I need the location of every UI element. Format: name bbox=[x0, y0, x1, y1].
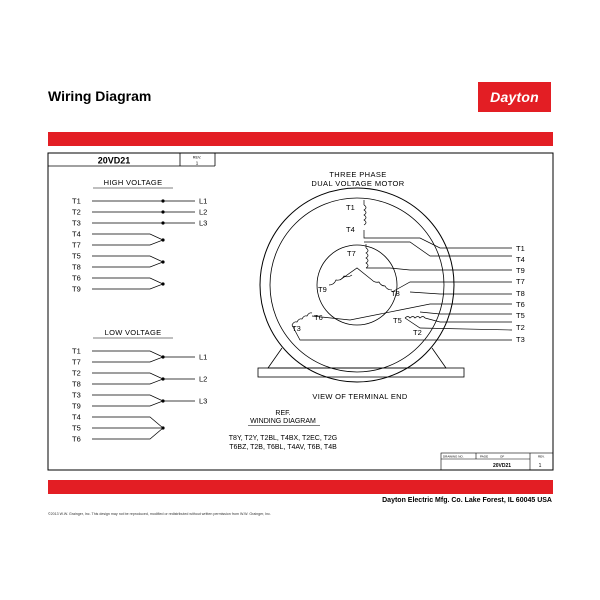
motor-title-line2: DUAL VOLTAGE MOTOR bbox=[311, 179, 405, 188]
hv-lead-label: T8 bbox=[72, 262, 81, 272]
motor-winding-label: T8 bbox=[391, 289, 400, 298]
low-voltage-wiring bbox=[92, 351, 195, 439]
footer-company: Dayton Electric Mfg. Co. Lake Forest, IL 60045 USA bbox=[382, 497, 552, 504]
motor-winding-label: T2 bbox=[413, 328, 422, 337]
motor-terminal-label: T9 bbox=[516, 266, 525, 275]
motor-windings bbox=[292, 200, 512, 340]
dayton-logo: Dayton bbox=[478, 82, 551, 112]
hv-lead-label: T7 bbox=[72, 240, 81, 250]
lv-lead-label: T7 bbox=[72, 357, 81, 367]
model-number: 20VD21 bbox=[97, 155, 131, 166]
hv-line-label: L3 bbox=[199, 218, 208, 228]
ref-label: REF. bbox=[275, 410, 291, 417]
page-label: PAGE bbox=[480, 454, 489, 459]
motor-terminal-label: T6 bbox=[516, 300, 525, 309]
high-voltage-junctions bbox=[161, 199, 164, 285]
motor-winding-label: T7 bbox=[347, 249, 356, 258]
view-label: VIEW OF TERMINAL END bbox=[312, 392, 408, 401]
motor-title-line1: THREE PHASE bbox=[329, 170, 387, 179]
motor-winding-label: T9 bbox=[318, 285, 327, 294]
low-voltage-junctions bbox=[161, 355, 164, 429]
hv-lead-label: T2 bbox=[72, 207, 81, 217]
hv-line-label: L1 bbox=[199, 196, 208, 206]
drawing-rev-value: 1 bbox=[538, 463, 542, 469]
rev-label: REV. bbox=[192, 155, 202, 160]
lv-lead-label: T2 bbox=[72, 368, 81, 378]
hv-lead-label: T9 bbox=[72, 284, 81, 294]
hv-lead-label: T1 bbox=[72, 196, 81, 206]
drawing-no-label: DRAWING NO. bbox=[443, 454, 464, 459]
lv-lead-label: T1 bbox=[72, 346, 81, 356]
lv-lead-label: T9 bbox=[72, 401, 81, 411]
motor-terminal-label: T2 bbox=[516, 323, 525, 332]
motor-terminal-label: T8 bbox=[516, 289, 525, 298]
lv-lead-label: T3 bbox=[72, 390, 81, 400]
lv-lead-label: T8 bbox=[72, 379, 81, 389]
drawing-number: 20VD21 bbox=[492, 463, 512, 469]
rev-value: 1 bbox=[195, 160, 199, 166]
lv-line-label: L2 bbox=[199, 374, 208, 384]
high-voltage-wiring bbox=[92, 201, 195, 289]
ref-codes-line2: T6BZ, T2B, T6BL, T4AV, T6B, T4B bbox=[229, 444, 337, 451]
motor-terminal-label: T1 bbox=[516, 244, 525, 253]
motor-terminal-label: T4 bbox=[516, 255, 525, 264]
hv-lead-label: T6 bbox=[72, 273, 81, 283]
motor-winding-label: T5 bbox=[393, 316, 402, 325]
motor-winding-label: T1 bbox=[346, 203, 355, 212]
lv-lead-label: T6 bbox=[72, 434, 81, 444]
motor-terminal-label: T5 bbox=[516, 311, 525, 320]
motor-terminal-label: T7 bbox=[516, 277, 525, 286]
high-voltage-leads bbox=[72, 197, 81, 294]
motor-housing bbox=[258, 188, 464, 382]
lv-line-label: L3 bbox=[199, 396, 208, 406]
lv-line-label: L1 bbox=[199, 352, 208, 362]
motor-winding-label: T3 bbox=[292, 324, 301, 333]
high-voltage-lines bbox=[199, 197, 207, 228]
motor-winding-labels bbox=[292, 203, 422, 337]
motor-terminal-label: T3 bbox=[516, 335, 525, 344]
drawing-rev-label: REV. bbox=[538, 454, 545, 459]
low-voltage-lines bbox=[199, 353, 207, 406]
lv-lead-label: T5 bbox=[72, 423, 81, 433]
hv-lead-label: T3 bbox=[72, 218, 81, 228]
hv-lead-label: T4 bbox=[72, 229, 81, 239]
of-label: OF bbox=[500, 454, 505, 459]
low-voltage-title: LOW VOLTAGE bbox=[104, 328, 162, 337]
lv-lead-label: T4 bbox=[72, 412, 81, 422]
winding-diagram-label: WINDING DIAGRAM bbox=[250, 418, 316, 425]
hv-lead-label: T5 bbox=[72, 251, 81, 261]
motor-winding-label: T6 bbox=[314, 313, 323, 322]
copyright-notice: ©2013 W.W. Grainger, Inc. This design may not be reproduced, modified or redistributed without written permission from W.W. Grainger, Inc. bbox=[48, 512, 271, 516]
ref-codes-line1: T8Y, T2Y, T2BL, T4BX, T2EC, T2G bbox=[228, 435, 338, 442]
low-voltage-leads bbox=[72, 347, 81, 444]
page-title: Wiring Diagram bbox=[48, 88, 152, 104]
hv-line-label: L2 bbox=[199, 207, 208, 217]
motor-terminal-leads bbox=[516, 244, 525, 344]
high-voltage-title: HIGH VOLTAGE bbox=[103, 178, 163, 187]
motor-winding-label: T4 bbox=[346, 225, 355, 234]
